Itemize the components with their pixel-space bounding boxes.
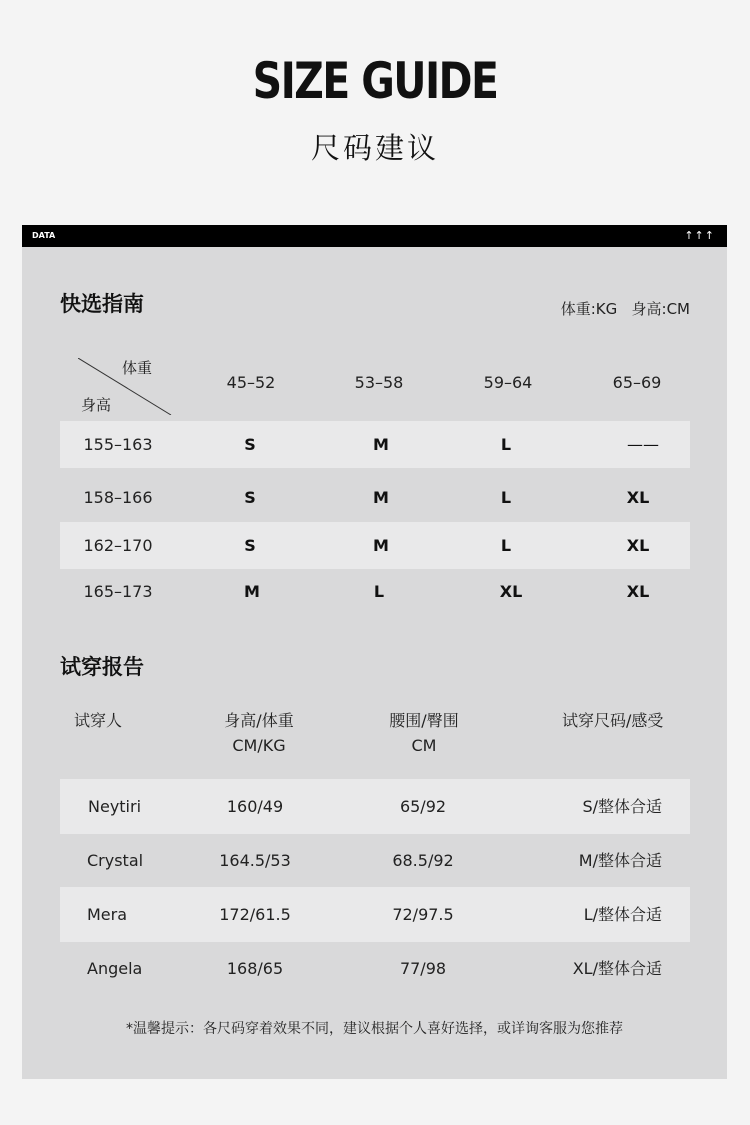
size-cell: —— <box>627 435 659 454</box>
height-range: 155–163 <box>83 435 153 454</box>
corner-weight-label: 体重 <box>121 359 152 377</box>
size-cell: XL <box>626 582 650 601</box>
fit-value: M/整体合适 <box>578 851 662 870</box>
height-weight-header-label: 身高/体重 <box>224 711 294 730</box>
size-cell: M <box>373 488 389 507</box>
tester-name: Mera <box>87 905 128 924</box>
weight-column-header: 53–58 <box>354 373 404 392</box>
height-weight-header-unit: CM/KG <box>232 736 286 755</box>
size-row <box>60 421 690 468</box>
fit-value: L/整体合适 <box>583 905 662 924</box>
waist-hip-value: 68.5/92 <box>392 851 454 870</box>
fit-report-row <box>60 887 690 942</box>
fit-report-row <box>60 779 690 834</box>
size-cell: M <box>373 435 389 454</box>
weight-column-header: 65–69 <box>612 373 662 392</box>
size-cell: L <box>500 435 512 454</box>
size-cell: S <box>244 488 256 507</box>
waist-hip-value: 65/92 <box>399 797 447 816</box>
height-range: 165–173 <box>83 582 153 601</box>
height-range: 162–170 <box>83 536 153 555</box>
waist-hip-value: 77/98 <box>399 959 447 978</box>
waist-hip-header-label: 腰围/臀围 <box>389 711 459 730</box>
size-row <box>60 522 690 569</box>
height-weight-header <box>208 708 310 758</box>
weight-column-header: 59–64 <box>483 373 533 392</box>
fit-report-row <box>60 941 690 996</box>
size-cell: XL <box>626 488 650 507</box>
height-weight-value: 172/61.5 <box>219 905 291 924</box>
size-cell: XL <box>499 582 523 601</box>
size-row <box>60 474 690 521</box>
data-banner <box>22 225 727 247</box>
weight-column-header: 45–52 <box>226 373 276 392</box>
tester-name: Angela <box>87 959 143 978</box>
size-panel <box>22 247 727 1079</box>
size-cell: M <box>373 536 389 555</box>
fit-value: XL/整体合适 <box>572 959 662 978</box>
fit-report-row <box>60 833 690 888</box>
size-cell: S <box>244 536 256 555</box>
size-cell: L <box>373 582 385 601</box>
tester-name: Crystal <box>87 851 144 870</box>
waist-hip-header <box>373 708 475 758</box>
tip-note: *温馨提示：各尺码穿着效果不同，建议根据个人喜好选择，或详询客服为您推荐 <box>126 1021 623 1037</box>
size-cell: L <box>500 488 512 507</box>
height-weight-value: 168/65 <box>226 959 284 978</box>
fit-header: 试穿尺码/感受 <box>562 711 664 730</box>
page-title: SIZE GUIDE <box>252 52 498 110</box>
quick-guide-title: 快选指南 <box>60 292 144 316</box>
size-cell: XL <box>626 536 650 555</box>
waist-hip-value: 72/97.5 <box>392 905 454 924</box>
tester-name: Neytiri <box>88 797 142 816</box>
fit-report-title: 试穿报告 <box>60 655 144 679</box>
size-row <box>60 568 690 615</box>
size-cell: M <box>244 582 260 601</box>
banner-label: DATA <box>32 231 56 240</box>
height-range: 158–166 <box>83 488 153 507</box>
table-corner-header <box>78 358 172 415</box>
waist-hip-header-unit: CM <box>411 736 437 755</box>
fit-value: S/整体合适 <box>582 797 662 816</box>
size-cell: L <box>500 536 512 555</box>
page-subtitle: 尺码建议 <box>310 131 439 165</box>
height-weight-value: 160/49 <box>226 797 284 816</box>
tester-header: 试穿人 <box>74 711 123 730</box>
units-label: 体重:KG 身高:CM <box>560 300 690 318</box>
height-weight-value: 164.5/53 <box>219 851 291 870</box>
size-cell: S <box>244 435 256 454</box>
arrow-up-icon: ↑↑↑ <box>684 229 715 242</box>
corner-height-label: 身高 <box>81 396 112 414</box>
